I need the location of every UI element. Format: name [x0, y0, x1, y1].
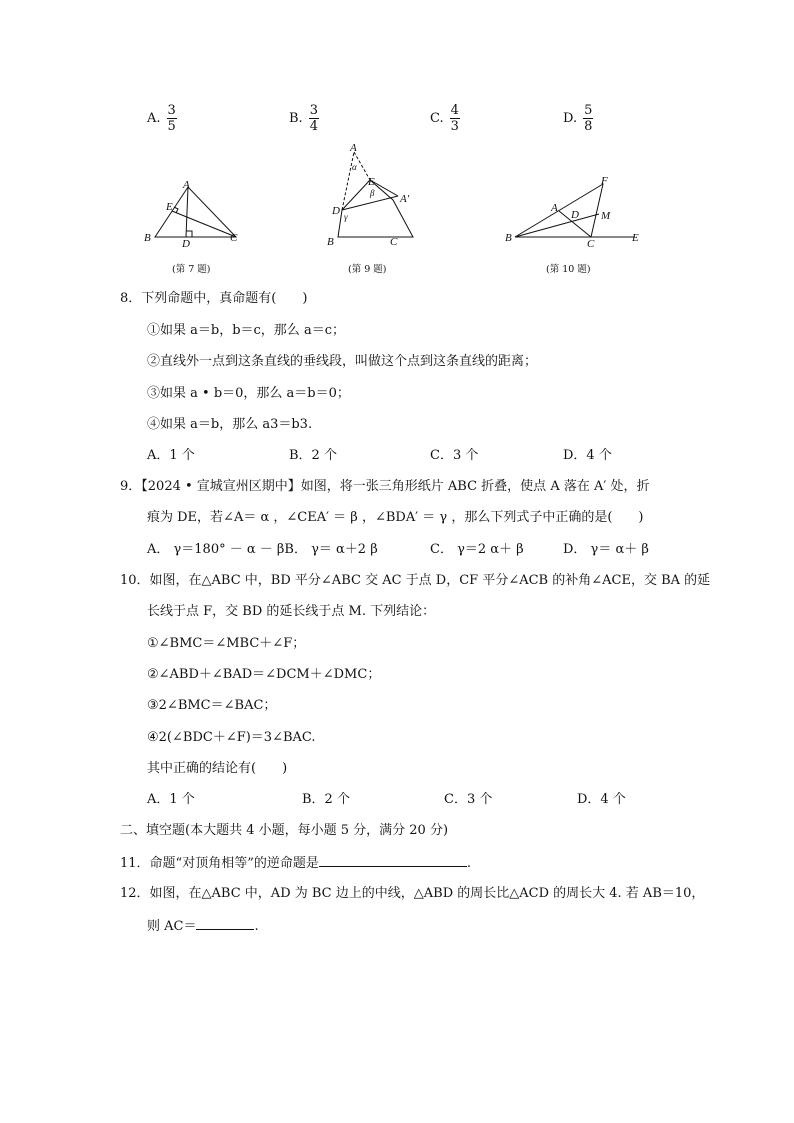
- q9-line-2: 痕为 DE，若∠A＝ α ，∠CEA′ ＝ β ，∠BDA′ ＝ γ ，那么下列式子中正确的是( ): [147, 510, 644, 525]
- q8-option-b: B．2 个: [289, 448, 337, 463]
- segment-ce: [172, 211, 236, 237]
- option-letter: D.: [563, 110, 578, 126]
- numerator: 3: [167, 102, 176, 118]
- label-c: C: [587, 238, 595, 250]
- q9-option-d: D． γ＝ α＋ β: [563, 542, 649, 557]
- fraction: [167, 103, 177, 134]
- section-2-heading: 二、填空题(本大题共 4 小题，每小题 5 分，满分 20 分): [120, 823, 449, 838]
- right-angle-d: [186, 231, 192, 237]
- q10-item-1: ①∠BMC＝∠MBC＋∠F；: [147, 636, 306, 651]
- denominator: 8: [584, 118, 593, 134]
- label-a: A: [551, 202, 558, 214]
- q10-item-3: ③2∠BMC＝∠BAC；: [147, 698, 277, 713]
- q8-option-d: D．4 个: [563, 448, 612, 463]
- q9-line-1: 9．【2024 • 宣城宣州区期中】如图，将一张三角形纸片 ABC 折叠，使点 A 落在 A′ 处，折: [120, 479, 650, 494]
- label-beta: β: [370, 188, 375, 198]
- q11-suffix: .: [466, 856, 471, 871]
- segment-da-prime: [342, 196, 398, 210]
- label-b: B: [505, 232, 512, 244]
- label-b: B: [327, 236, 334, 248]
- q11-answer-blank[interactable]: [319, 853, 467, 867]
- dashed-ad: [342, 152, 354, 210]
- option-letter: A.: [147, 110, 161, 126]
- altitude-ad: [186, 187, 188, 237]
- label-c: C: [230, 232, 238, 244]
- q8-item-1: ①如果 a＝b，b＝c，那么 a＝c；: [147, 323, 345, 338]
- q8-item-4: ④如果 a＝b，那么 a3＝b3.: [147, 417, 313, 432]
- label-d: D: [571, 209, 579, 221]
- q12-line-2: [147, 916, 259, 936]
- q10-item-4: ④2(∠BDC＋∠F)＝3∠BAC.: [147, 730, 316, 745]
- q10-option-a: A．1 个: [147, 792, 195, 807]
- q12-suffix: .: [254, 919, 259, 934]
- option-letter: C.: [430, 110, 444, 126]
- line-bf: [515, 184, 603, 237]
- q7-option-d: [563, 100, 593, 136]
- q8-item-3: ③如果 a • b＝0，那么 a＝b＝0；: [147, 386, 350, 401]
- figure-9: [322, 140, 422, 250]
- label-alpha: α: [352, 162, 357, 172]
- figure-7: [140, 175, 250, 250]
- q8-stem: 8．下列命题中，真命题有( ): [120, 291, 308, 306]
- fraction: [583, 103, 593, 134]
- q10-conclusion: 其中正确的结论有( ): [147, 761, 288, 776]
- q7-option-b: [289, 100, 319, 136]
- q10-option-d: D．4 个: [577, 792, 626, 807]
- q11: [120, 853, 471, 873]
- label-d: D: [332, 205, 340, 217]
- label-f: F: [601, 175, 608, 187]
- label-e: E: [166, 201, 173, 213]
- figure-7-caption: (第 7 题): [172, 264, 211, 275]
- q9-option-ab: A． γ＝180° － α － βB． γ＝ α＋2 β: [147, 542, 378, 557]
- q9-option-c: C． γ＝2 α＋ β: [430, 542, 524, 557]
- label-b: B: [144, 232, 151, 244]
- figure-9-caption: (第 9 题): [348, 264, 387, 275]
- denominator: 5: [167, 118, 176, 134]
- label-e: E: [632, 232, 639, 244]
- label-a-prime: A′: [400, 193, 410, 205]
- label-m: M: [601, 210, 611, 222]
- fraction: [309, 103, 319, 134]
- q10-line-1: 10．如图，在△ABC 中，BD 平分∠ABC 交 AC 于点 D，CF 平分∠ACB 的补角∠ACE，交 BA 的延: [120, 573, 711, 588]
- q8-option-c: C．3 个: [430, 448, 479, 463]
- q10-option-c: C．3 个: [444, 792, 493, 807]
- denominator: 3: [450, 118, 459, 134]
- q8-item-2: ②直线外一点到这条直线的垂线段，叫做这个点到这条直线的距离；: [147, 354, 538, 369]
- label-gamma: γ: [344, 212, 348, 222]
- q8-option-a: A．1 个: [147, 448, 195, 463]
- q12-answer-blank[interactable]: [196, 916, 254, 930]
- label-c: C: [390, 236, 398, 248]
- q10-option-b: B．2 个: [302, 792, 350, 807]
- fraction: [450, 103, 460, 134]
- q7-option-a: [147, 100, 177, 136]
- fold-de: [342, 180, 370, 210]
- label-a: A: [350, 142, 357, 154]
- q11-prefix: 11．命题“对顶角相等”的逆命题是: [120, 856, 319, 871]
- figure-10-caption: (第 10 题): [546, 264, 591, 275]
- figure-10: [505, 172, 655, 250]
- denominator: 4: [309, 118, 318, 134]
- label-a: A: [183, 179, 190, 191]
- q10-line-2: 长线于点 F，交 BD 的延长线于点 M. 下列结论：: [147, 604, 436, 619]
- numerator: 5: [584, 102, 593, 118]
- q12-line-1: 12．如图，在△ABC 中，AD 为 BC 边上的中线，△ABD 的周长比△ACD 的周长大 4. 若 AB＝10，: [120, 886, 705, 901]
- q7-option-c: [430, 100, 460, 136]
- q12-prefix: 则 AC＝: [147, 919, 197, 934]
- q10-item-2: ②∠ABD＋∠BAD＝∠DCM＋∠DMC；: [147, 667, 381, 682]
- numerator: 4: [450, 102, 459, 118]
- label-d: D: [182, 238, 190, 250]
- numerator: 3: [309, 102, 318, 118]
- label-e: E: [368, 176, 375, 188]
- option-letter: B.: [289, 110, 303, 126]
